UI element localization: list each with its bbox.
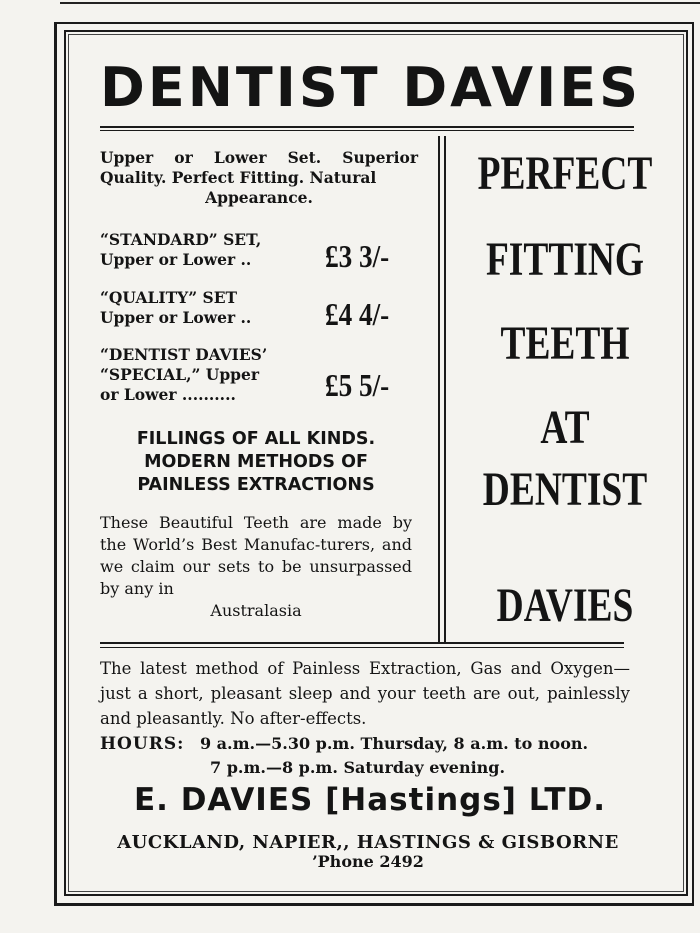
cities-line: AUCKLAND, NAPIER,, HASTINGS & GISBORNE (117, 832, 619, 853)
lower-rule-1 (100, 642, 624, 644)
price-amount: £5 5/- (325, 367, 390, 403)
phone-line: ’Phone 2492 (312, 852, 424, 871)
hours-line-1 (100, 732, 640, 756)
price-standard (100, 230, 430, 280)
price-amount: £3 3/- (325, 238, 390, 274)
headline: DENTIST DAVIES (100, 56, 641, 119)
hours-block (100, 732, 640, 779)
fillings-line: MODERN METHODS OF (144, 452, 368, 472)
column-divider-1 (438, 136, 440, 642)
lower-rule-2 (100, 647, 624, 648)
hours-text: 9 a.m.—5.30 p.m. Thursday, 8 a.m. to noon. (199, 734, 589, 753)
quality-claim-text (100, 512, 412, 622)
extraction-text: The latest method of Painless Extraction, Gas and Oxygen—just a short, pleasant sleep and your teeth are out, painlessly and pleasantly. No after-effects. (100, 659, 630, 728)
intro-line: Upper or Lower Set. Superior Quality. Perfect Fitting. Natural (100, 148, 418, 187)
price-quality (100, 288, 430, 338)
fillings-line: PAINLESS EXTRACTIONS (137, 475, 375, 495)
price-title: “STANDARD” SET, (100, 230, 262, 249)
price-subtitle: Upper or Lower .. (100, 308, 252, 327)
big-word: TEETH (500, 317, 630, 370)
fillings-line: FILLINGS OF ALL KINDS. (136, 429, 376, 449)
upper-rule-2 (100, 130, 634, 131)
quality-claim-line: These Beautiful Teeth are made by the World’s Best Manufac-turers, and we claim our sets to be unsurpassed by any in (100, 513, 412, 598)
intro-last-line: Appearance. (205, 188, 313, 207)
hours-label: HOURS: (100, 734, 185, 754)
big-word: DAVIES (496, 579, 634, 632)
big-word: PERFECT (477, 147, 653, 200)
price-desc (100, 345, 320, 405)
company-name: E. DAVIES [Hastings] LTD. (133, 782, 607, 818)
price-desc (100, 230, 320, 270)
big-word: AT (540, 401, 590, 454)
price-subtitle: or Lower .......... (100, 385, 236, 404)
page-top-rule (60, 2, 700, 4)
hours-line-2: 7 p.m.—8 p.m. Saturday evening. (210, 758, 506, 777)
price-subtitle: Upper or Lower .. (100, 250, 252, 269)
big-word: FITTING (485, 233, 645, 286)
price-title: “DENTIST DAVIES’ (100, 345, 268, 364)
fillings-block (100, 428, 412, 497)
big-word: DENTIST (482, 463, 648, 516)
price-subtitle: “SPECIAL,” Upper (100, 365, 260, 384)
price-amount: £4 4/- (325, 296, 390, 332)
price-desc (100, 288, 320, 328)
upper-rule-1 (100, 126, 634, 128)
price-title: “QUALITY” SET (100, 288, 238, 307)
column-divider-2 (444, 136, 446, 642)
intro-text (100, 148, 418, 208)
price-special (100, 345, 430, 411)
quality-claim-last: Australasia (210, 601, 302, 620)
